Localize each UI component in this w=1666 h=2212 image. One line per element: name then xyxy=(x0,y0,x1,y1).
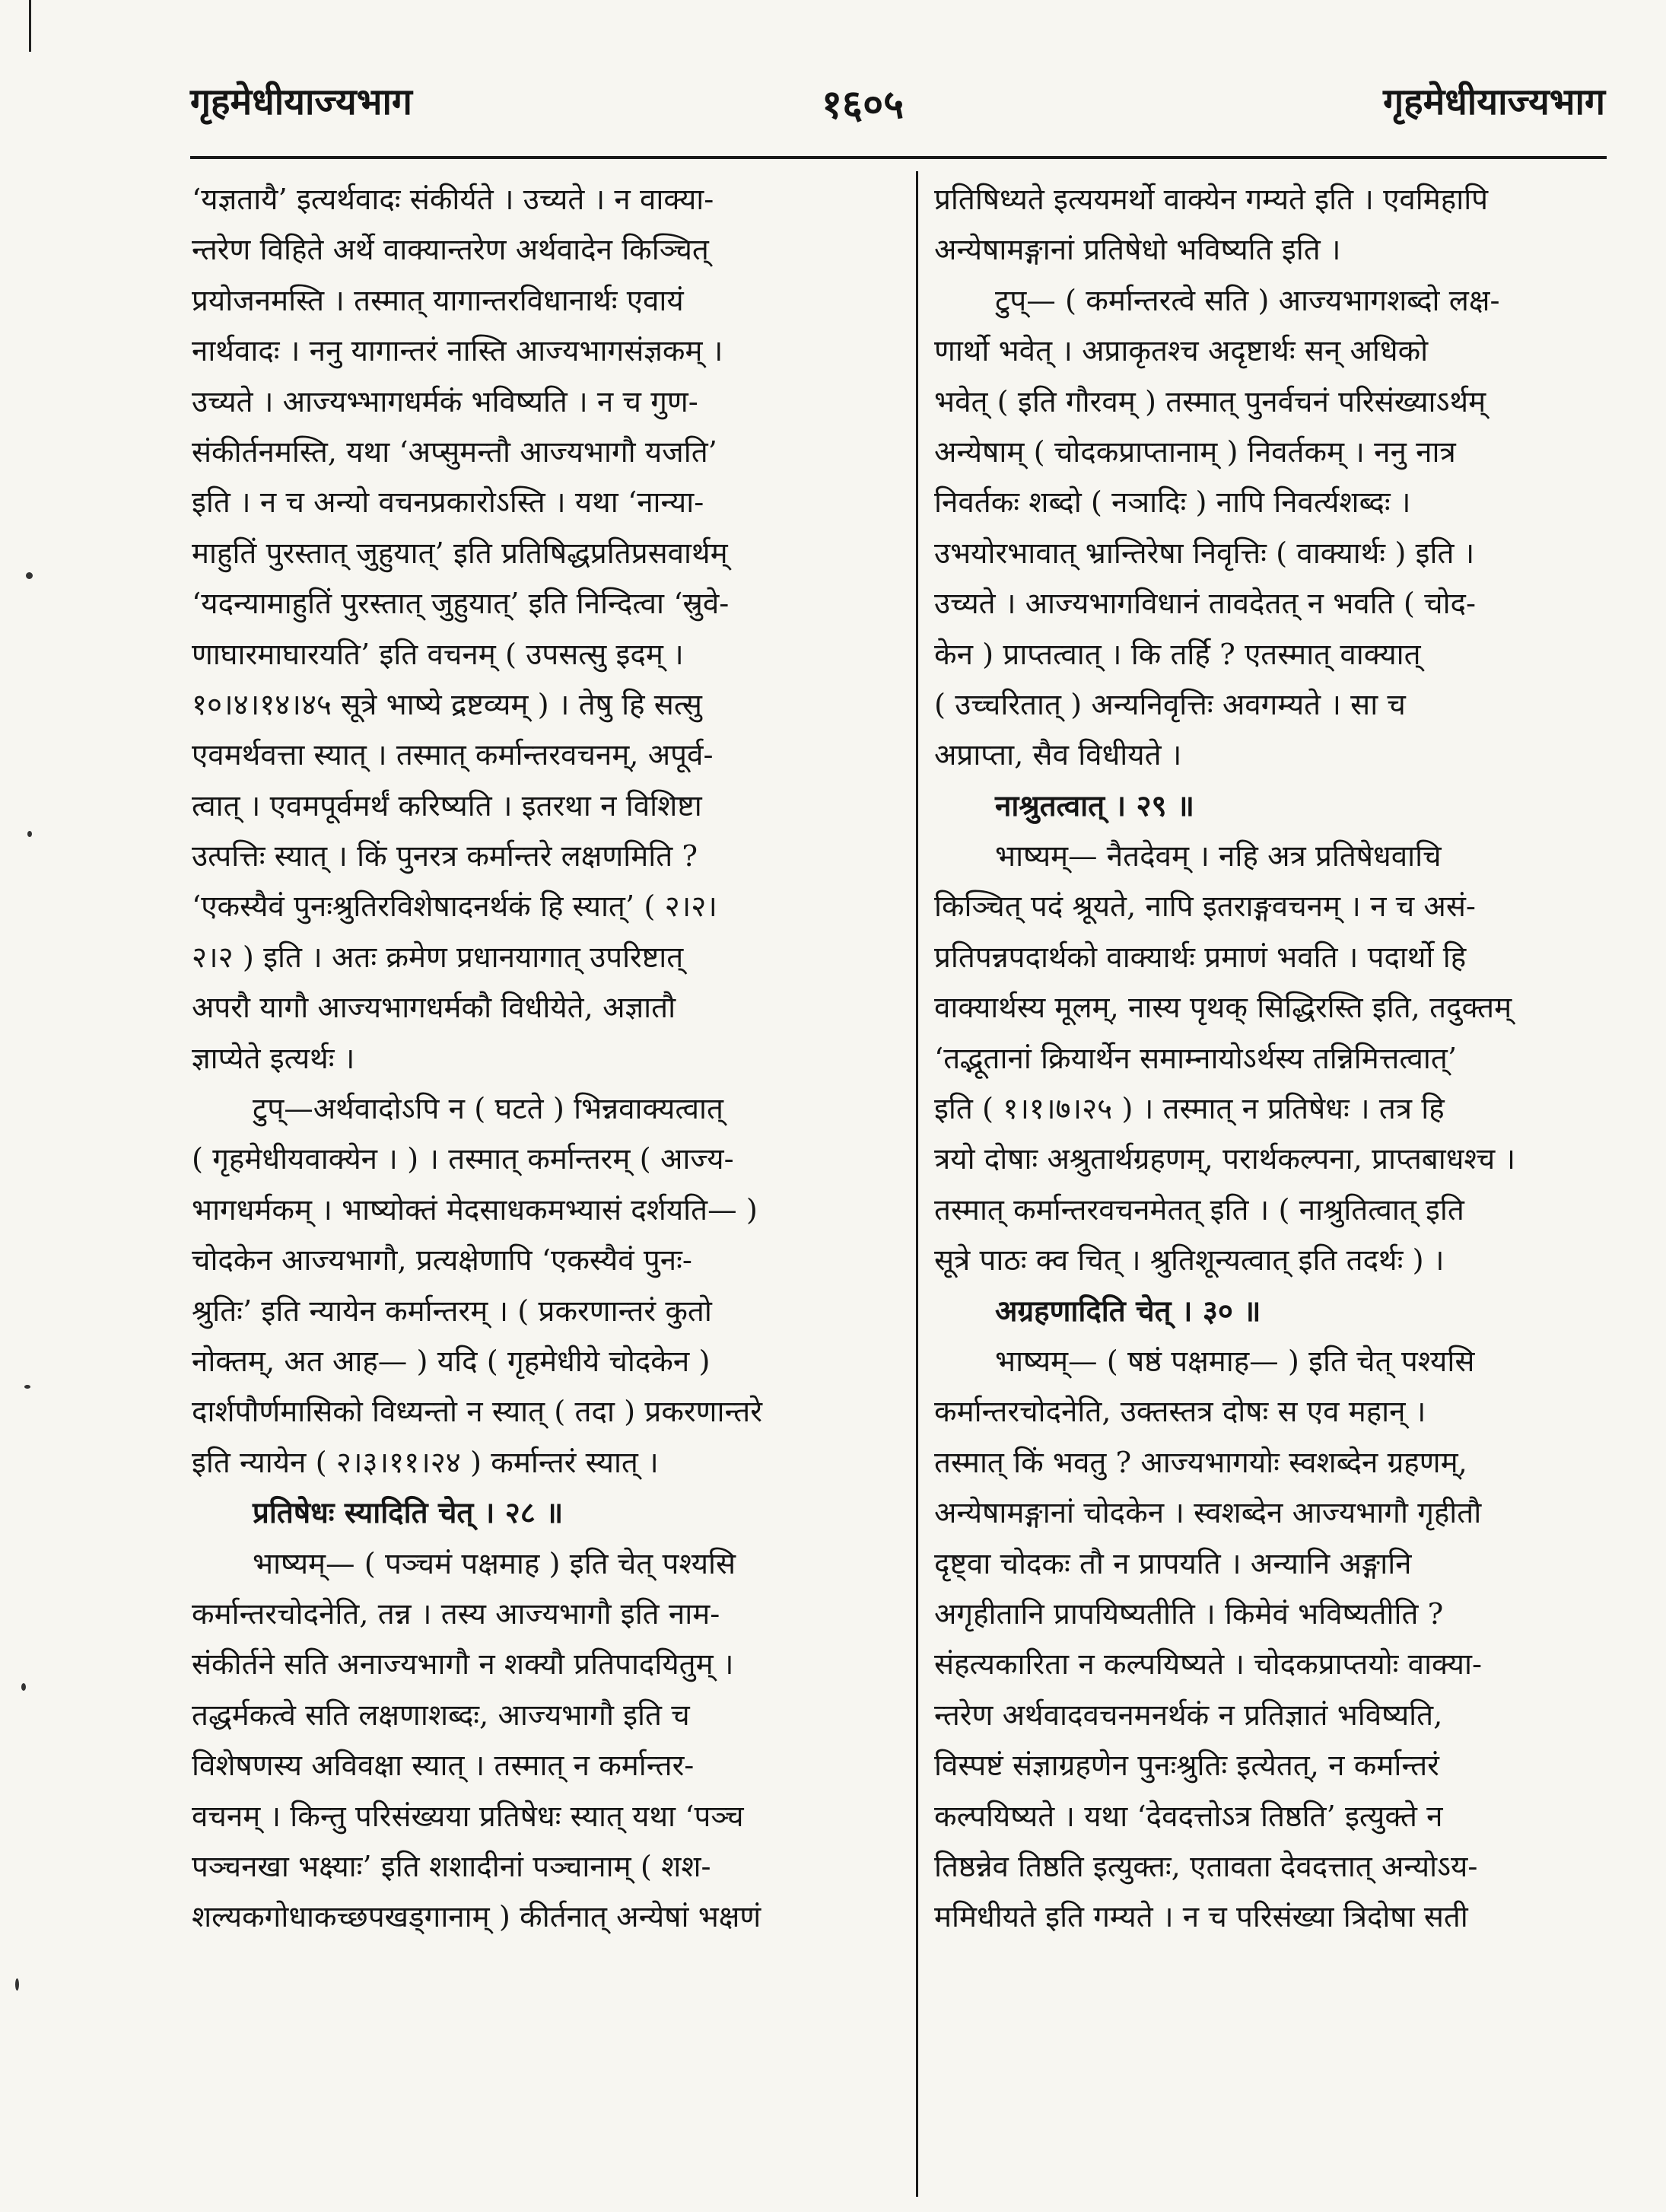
text-line: उच्यते । आज्यभागविधानं तावदेतत् न भवति ( चोद- xyxy=(934,587,1476,622)
text-line: अन्येषामङ्गानां प्रतिषेधो भविष्यति इति । xyxy=(934,233,1341,268)
text-line: उभयोरभावात् भ्रान्तिरेषा निवृत्तिः ( वाक्यार्थः ) इति । xyxy=(934,536,1475,571)
text-line: भाष्यम्— नैतदेवम् । नहि अत्र प्रतिषेधवाचि xyxy=(995,839,1442,874)
text-line: कर्मान्तरचोदनेति, उक्तस्तत्र दोषः स एव महान् । xyxy=(934,1395,1426,1430)
text-line: किञ्चित् पदं श्रूयते, नापि इतराङ्गवचनम् । न च असं- xyxy=(934,890,1476,925)
text-line: तस्मात् कर्मान्तरवचनमेतत् इति । ( नाश्रुतित्वात् इति xyxy=(934,1192,1464,1227)
text-line: णार्थो भवेत् । अप्राकृतश्च अदृष्टार्थः सन् अधिको xyxy=(934,334,1429,369)
text-line: भाष्यम्— ( षष्ठं पक्षमाह— ) इति चेत् पश्यसि xyxy=(995,1344,1475,1379)
page-number: १६०५ xyxy=(822,81,905,128)
scan-speck xyxy=(27,831,32,837)
text-line: अपरौ यागौ आज्यभागधर्मकौ विधीयेते, अज्ञातौ xyxy=(192,991,676,1026)
text-line: १०।४।१४।४५ सूत्रे भाष्ये द्रष्टव्यम् ) । तेषु हि सत्सु xyxy=(192,687,702,722)
text-line: ‘यज्ञतायै’ इत्यर्थवादः संकीर्यते । उच्यते । न वाक्या- xyxy=(192,183,714,217)
text-line: कल्पयिष्यते । यथा ‘देवदत्तोऽत्र तिष्ठति’ इत्युक्ते न xyxy=(934,1799,1443,1834)
column-divider xyxy=(916,171,918,2197)
text-line: संकीर्तने सति अनाज्यभागौ न शक्यौ प्रतिपादयितुम् । xyxy=(192,1647,734,1682)
text-line: वाक्यार्थस्य मूलम्, नास्य पृथक् सिद्धिरस्ति इति, तदुक्तम् xyxy=(934,991,1512,1026)
text-line: टुप्—अर्थवादोऽपि न ( घटते ) भिन्नवाक्यत्वात् xyxy=(253,1092,723,1127)
scan-speck xyxy=(21,1683,26,1691)
text-line: टुप्— ( कर्मान्तरत्वे सति ) आज्यभागशब्दो लक्ष- xyxy=(995,283,1500,318)
text-line: नार्थवादः । ननु यागान्तरं नास्ति आज्यभागसंज्ञकम् । xyxy=(192,334,723,369)
text-line: इति ( १।१।७।२५ ) । तस्मात् न प्रतिषेधः । तत्र हि xyxy=(934,1092,1445,1127)
left-column xyxy=(192,175,892,1943)
text-line: विस्पष्टं संज्ञाग्रहणेन पुनःश्रुतिः इत्येतत्, न कर्मान्तरं xyxy=(934,1749,1439,1784)
text-line: नाश्रुतत्वात् । २९ ॥ xyxy=(995,788,1194,823)
text-line: संहत्यकारिता न कल्पयिष्यते । चोदकप्राप्तयोः वाक्या- xyxy=(934,1647,1482,1682)
text-line: दार्शपौर्णमासिको विध्यन्तो न स्यात् ( तदा ) प्रकरणान्तरे xyxy=(192,1395,762,1430)
text-line: भाष्यम्— ( पञ्चमं पक्षमाह ) इति चेत् पश्यसि xyxy=(253,1546,736,1581)
text-line: पञ्चनखा भक्ष्याः’ इति शशादीनां पञ्चानाम् ( शश- xyxy=(192,1849,711,1884)
text-line: शल्यकगोधाकच्छपखड्गानाम् ) कीर्तनात् अन्येषां भक्षणं xyxy=(192,1900,761,1935)
text-line: एवमर्थवत्ता स्यात् । तस्मात् कर्मान्तरवचनम्, अपूर्व- xyxy=(192,738,714,773)
text-line: प्रतिषिध्यते इत्ययमर्थो वाक्येन गम्यते इति । एवमिहापि xyxy=(934,183,1489,217)
text-line: ‘तद्भूतानां क्रियार्थेन समाम्नायोऽर्थस्य तन्निमित्तत्वात्’ xyxy=(934,1041,1458,1076)
text-line: इति । न च अन्यो वचनप्रकारोऽस्ति । यथा ‘नान्या- xyxy=(192,485,704,520)
text-line: प्रयोजनमस्ति । तस्मात् यागान्तरविधानार्थः एवायं xyxy=(192,283,684,318)
text-line: त्वात् । एवमपूर्वमर्थं करिष्यति । इतरथा न विशिष्टा xyxy=(192,788,702,823)
text-line: अप्राप्ता, सैव विधीयते । xyxy=(934,738,1182,773)
header-rule xyxy=(190,156,1607,159)
text-line: चोदकेन आज्यभागौ, प्रत्यक्षेणापि ‘एकस्यैवं पुनः- xyxy=(192,1243,692,1278)
text-line: इति न्यायेन ( २।३।११।२४ ) कर्मान्तरं स्यात् । xyxy=(192,1445,659,1480)
text-line: वचनम् । किन्तु परिसंख्यया प्रतिषेधः स्यात् यथा ‘पञ्च xyxy=(192,1799,744,1834)
text-line: ‘यदन्यामाहुतिं पुरस्तात् जुहुयात्’ इति निन्दित्वा ‘स्रुवे- xyxy=(192,587,730,622)
text-line: न्तरेण अर्थवादवचनमनर्थकं न प्रतिज्ञातं भविष्यति, xyxy=(934,1698,1443,1733)
text-line: दृष्ट्वा चोदकः तौ न प्रापयति । अन्यानि अङ्गानि xyxy=(934,1546,1412,1581)
scan-speck xyxy=(15,1978,19,1991)
text-line: कर्मान्तरचोदनेति, तन्न । तस्य आज्यभागौ इति नाम- xyxy=(192,1596,720,1631)
scan-speck xyxy=(26,572,33,579)
text-line: अग्रहणादिति चेत् । ३० ॥ xyxy=(995,1294,1261,1329)
text-line: श्रुतिः’ इति न्यायेन कर्मान्तरम् । ( प्रकरणान्तरं कुतो xyxy=(192,1294,712,1329)
text-line: तस्मात् किं भवतु ? आज्यभागयोः स्वशब्देन ग्रहणम्, xyxy=(934,1445,1467,1480)
text-line: निवर्तकः शब्दो ( नञादिः ) नापि निवर्त्यशब्दः । xyxy=(934,485,1411,520)
text-line: केन ) प्राप्तत्वात् । कि तर्हि ? एतस्मात् वाक्यात् xyxy=(934,637,1421,672)
running-head-left: गृहमेधीयाज्यभाग xyxy=(190,81,412,123)
running-head-right: गृहमेधीयाज्यभाग xyxy=(1383,81,1605,123)
text-line: २।२ ) इति । अतः क्रमेण प्रधानयागात् उपरिष्टात् xyxy=(192,940,684,975)
text-line: माहुतिं पुरस्तात् जुहुयात्’ इति प्रतिषिद्धप्रतिप्रसवार्थम् xyxy=(192,536,728,571)
text-line: ‘एकस्यैवं पुनःश्रुतिरविशेषादनर्थकं हि स्यात्’ ( २।२। xyxy=(192,890,717,925)
text-line: ज्ञाप्येते इत्यर्थः । xyxy=(192,1041,355,1076)
text-line: तद्धर्मकत्वे सति लक्षणाशब्दः, आज्यभागौ इति च xyxy=(192,1698,690,1733)
text-line: प्रतिषेधः स्यादिति चेत् । २८ ॥ xyxy=(253,1496,564,1531)
text-line: भागधर्मकम् । भाष्योक्तं मेदसाधकमभ्यासं दर्शयति— ) xyxy=(192,1192,758,1227)
text-line: भवेत् ( इति गौरवम् ) तस्मात् पुनर्वचनं परिसंख्याऽर्थम् xyxy=(934,384,1486,419)
text-line: विशेषणस्य अविवक्षा स्यात् । तस्मात् न कर्मान्तर- xyxy=(192,1749,695,1784)
text-line: न्तरेण विहिते अर्थे वाक्यान्तरेण अर्थवादेन किञ्चित् xyxy=(192,233,709,268)
text-line: उच्यते । आज्यभ्भागधर्मकं भविष्यति । न च गुण- xyxy=(192,384,698,419)
text-line: अगृहीतानि प्रापयिष्यतीति । किमेवं भविष्यतीति ? xyxy=(934,1596,1444,1631)
text-line: तिष्ठन्नेव तिष्ठति इत्युक्तः, एतावता देवदत्तात् अन्योऽय- xyxy=(934,1849,1478,1884)
text-line: णाघारमाघारयति’ इति वचनम् ( उपसत्सु इदम् । xyxy=(192,637,684,672)
text-line: प्रतिपन्नपदार्थको वाक्यार्थः प्रमाणं भवति । पदार्थो हि xyxy=(934,940,1467,975)
text-line: सूत्रे पाठः क्व चित् । श्रुतिशून्यत्वात् इति तदर्थः ) । xyxy=(934,1243,1445,1278)
margin-rule xyxy=(29,0,31,52)
text-line: अन्येषामङ्गानां चोदकेन । स्वशब्देन आज्यभागौ गृहीतौ xyxy=(934,1496,1482,1531)
text-line: संकीर्तनमस्ति, यथा ‘अप्सुमन्तौ आज्यभागौ यजति’ xyxy=(192,434,717,469)
text-line: अन्येषाम् ( चोदकप्राप्तानाम् ) निवर्तकम् । ननु नात्र xyxy=(934,434,1456,469)
text-line: त्रयो दोषाः अश्रुतार्थग्रहणम्, परार्थकल्पना, प्राप्तबाधश्च । xyxy=(934,1142,1516,1177)
right-column xyxy=(934,175,1611,1943)
text-line: ममिधीयते इति गम्यते । न च परिसंख्या त्रिदोषा सती xyxy=(934,1900,1468,1935)
scan-speck xyxy=(24,1385,30,1389)
text-line: उत्पत्तिः स्यात् । किं पुनरत्र कर्मान्तरे लक्षणमिति ? xyxy=(192,839,698,874)
text-line: ( गृहमेधीयवाक्येन । ) । तस्मात् कर्मान्तरम् ( आज्य- xyxy=(192,1142,734,1177)
text-line: ( उच्चरितात् ) अन्यनिवृत्तिः अवगम्यते । सा च xyxy=(934,687,1406,722)
text-line: नोक्तम्, अत आह— ) यदि ( गृहमेधीये चोदकेन ) xyxy=(192,1344,711,1379)
